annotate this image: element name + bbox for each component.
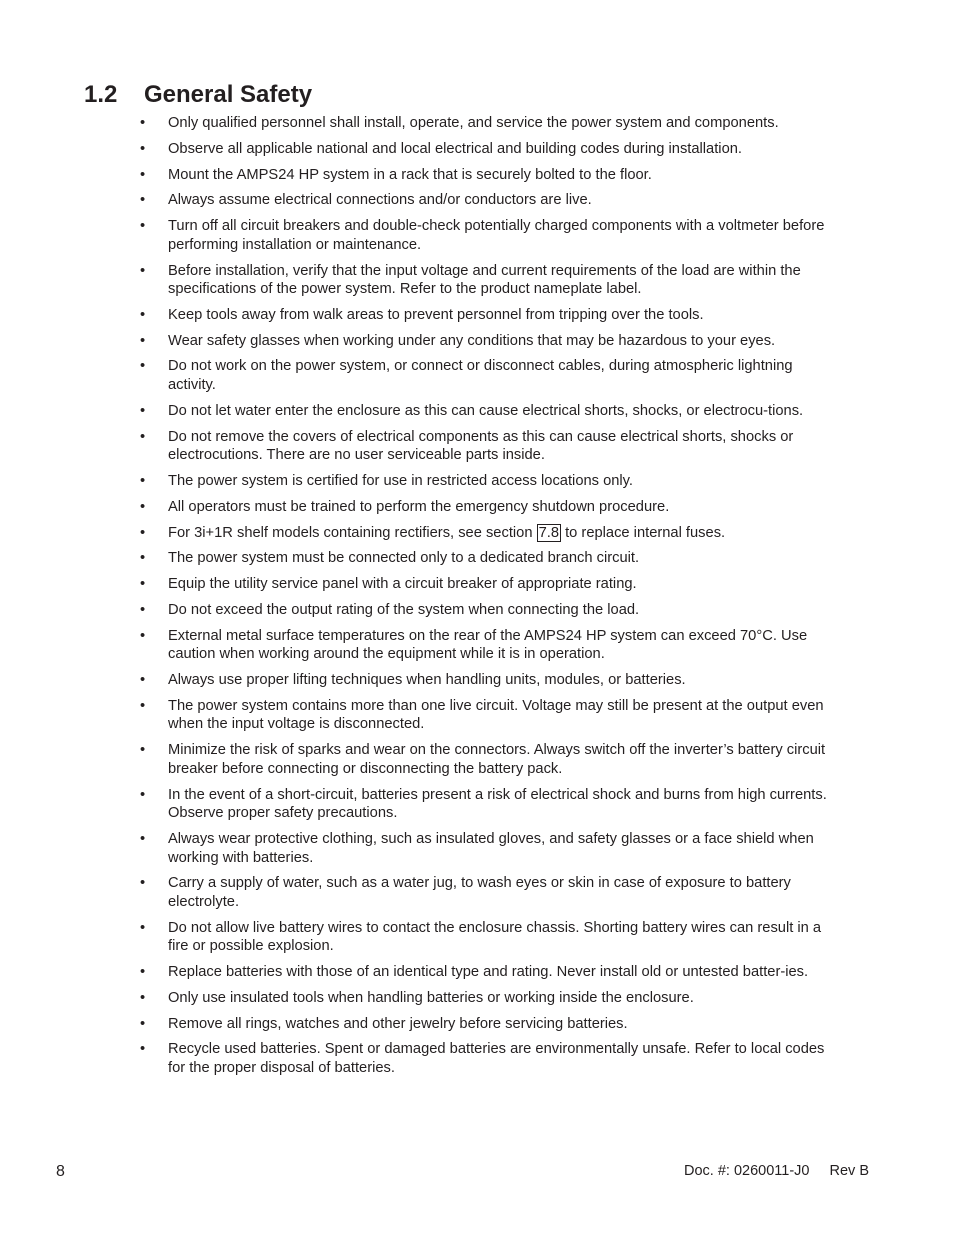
bullet-item	[140, 919, 844, 956]
section-number: 1.2	[84, 81, 118, 108]
bullet-marker: •	[140, 306, 146, 323]
bullet-marker: •	[140, 428, 146, 445]
bullet-text: Do not remove the covers of electrical components as this can cause electrical shorts, shocks or electrocutions. There are no user serviceable parts inside.	[168, 428, 794, 464]
bullet-text: Wear safety glasses when working under any conditions that may be hazardous to your eyes.	[168, 332, 776, 349]
bullet-text: Equip the utility service panel with a circuit breaker of appropriate rating.	[168, 576, 637, 593]
bullet-text: Always assume electrical connections and/or conductors are live.	[168, 192, 592, 209]
bullet-item	[140, 524, 844, 543]
bullet-text: Replace batteries with those of an identical type and rating. Never install old or untested batter-ies.	[168, 964, 809, 981]
bullet-text: Only qualified personnel shall install, operate, and service the power system and components.	[168, 115, 779, 131]
bullet-text: The power system must be connected only to a dedicated branch circuit.	[168, 550, 640, 567]
bullet-marker: •	[140, 830, 146, 847]
bullet-marker: •	[140, 875, 146, 892]
bullet-marker: •	[140, 472, 146, 489]
bullet-item	[140, 575, 844, 594]
bullet-marker: •	[140, 919, 146, 936]
bullet-text: Mount the AMPS24 HP system in a rack that is securely bolted to the floor.	[168, 166, 652, 183]
bullet-marker: •	[140, 550, 146, 567]
bullet-marker: •	[140, 697, 146, 714]
bullet-item	[140, 989, 844, 1008]
bullet-marker: •	[140, 742, 146, 759]
bullet-item	[140, 671, 844, 690]
bullet-item	[140, 1040, 844, 1077]
section-7-8-link[interactable]: 7.8	[538, 524, 560, 541]
bullet-marker: •	[140, 601, 146, 618]
bullet-text: Do not work on the power system, or connect or disconnect cables, during atmospheric lightning activity.	[168, 358, 793, 394]
bullet-marker: •	[140, 1015, 146, 1032]
bullet-text: Do not allow live battery wires to contact the enclosure chassis. Shorting battery wires can result in a fire or possible explosion.	[168, 919, 822, 955]
bullet-text: External metal surface temperatures on the rear of the AMPS24 HP system can exceed 70°C. Use caution when working around the equipment while it is in operation.	[168, 627, 808, 663]
bullet-item	[140, 114, 844, 133]
bullet-item	[140, 306, 844, 325]
bullet-item	[140, 874, 844, 911]
bullet-marker: •	[140, 989, 146, 1006]
bullet-marker: •	[140, 576, 146, 593]
bullet-marker: •	[140, 672, 146, 689]
bullet-text: Keep tools away from walk areas to prevent personnel from tripping over the tools.	[168, 306, 704, 323]
bullet-text: Do not let water enter the enclosure as this can cause electrical shorts, shocks, or electrocu-tions.	[168, 402, 804, 419]
bullet-item	[140, 498, 844, 517]
bullet-item	[140, 191, 844, 210]
bullet-item	[140, 627, 844, 664]
section-heading	[84, 79, 312, 111]
bullet-text: Turn off all circuit breakers and double-check potentially charged components with a voltmeter before performing installation or maintenance.	[168, 218, 825, 253]
bullet-marker: •	[140, 218, 146, 235]
bullet-item	[140, 402, 844, 421]
bullet-marker: •	[140, 498, 146, 515]
bullet-item	[140, 963, 844, 982]
bullet-text: All operators must be trained to perform the emergency shutdown procedure.	[168, 498, 670, 515]
bullet-marker: •	[140, 402, 146, 419]
bullet-text	[168, 524, 725, 542]
bullet-item	[140, 140, 844, 159]
bullet-text: Before installation, verify that the input voltage and current requirements of the load are within the specifications of the power system. Refer to the product nameplate label.	[168, 262, 801, 298]
bullet-item	[140, 601, 844, 620]
bullet-text: In the event of a short-circuit, batteries present a risk of electrical shock and burns from high currents. Observe proper safety precautions.	[168, 786, 827, 822]
bullet-marker: •	[140, 332, 146, 349]
bullet-marker: •	[140, 524, 146, 541]
bullet-item	[140, 357, 844, 394]
bullet-item	[140, 697, 844, 734]
bullet-text: Observe all applicable national and local electrical and building codes during installation.	[168, 140, 742, 157]
bullet-item	[140, 166, 844, 185]
bullet-marker: •	[140, 964, 146, 981]
bullet-item	[140, 428, 844, 465]
bullet-item	[140, 217, 844, 254]
bullet-marker: •	[140, 358, 146, 375]
bullet-marker: •	[140, 115, 146, 131]
doc-number: Doc. #: 0260011-J0	[684, 1163, 810, 1179]
bullet-text: Always wear protective clothing, such as insulated gloves, and safety glasses or a face shield when working with batteries.	[168, 830, 814, 866]
bullet-item	[140, 332, 844, 351]
bullet-marker: •	[140, 166, 146, 183]
bullet-marker: •	[140, 192, 146, 209]
bullet-item	[140, 830, 844, 867]
bullet-item	[140, 262, 844, 299]
bullet-item	[140, 472, 844, 491]
doc-revision: Rev B	[829, 1163, 869, 1179]
bullet-item	[140, 741, 844, 778]
bullet-text: Minimize the risk of sparks and wear on the connectors. Always switch off the inverter’s battery circuit breaker before connecting or disconnecting the battery pack.	[168, 742, 826, 777]
bullet-text: Recycle used batteries. Spent or damaged batteries are environmentally unsafe. Refer to local codes for the proper disposal of batteries.	[168, 1041, 825, 1076]
bullet-text: The power system is certified for use in restricted access locations only.	[168, 472, 634, 489]
bullet-text: Always use proper lifting techniques when handling units, modules, or batteries.	[168, 672, 686, 689]
bullet-item	[140, 1015, 844, 1034]
bullet-text: Only use insulated tools when handling batteries or working inside the enclosure.	[168, 989, 694, 1006]
bullet-marker: •	[140, 140, 146, 157]
bullet-text: The power system contains more than one live circuit. Voltage may still be present at the output even when the input voltage is disconnected.	[168, 697, 824, 733]
xref-text-before: For 3i+1R shelf models containing rectifiers, see section	[168, 524, 537, 541]
bullet-marker: •	[140, 627, 146, 644]
bullet-text: Carry a supply of water, such as a water jug, to wash eyes or skin in case of exposure to battery electrolyte.	[168, 875, 791, 910]
bullet-marker: •	[140, 262, 146, 279]
xref-text-after: to replace internal fuses.	[561, 524, 726, 541]
bullet-marker: •	[140, 786, 146, 803]
document-id	[684, 1161, 869, 1181]
bullet-marker: •	[140, 1041, 146, 1058]
bullet-item	[140, 786, 844, 823]
bullet-item	[140, 549, 844, 568]
safety-bullet-list	[140, 114, 844, 1085]
section-title: General Safety	[144, 81, 313, 108]
bullet-text: Do not exceed the output rating of the system when connecting the load.	[168, 601, 640, 618]
page-number: 8	[56, 1163, 65, 1180]
bullet-text: Remove all rings, watches and other jewelry before servicing batteries.	[168, 1015, 628, 1032]
